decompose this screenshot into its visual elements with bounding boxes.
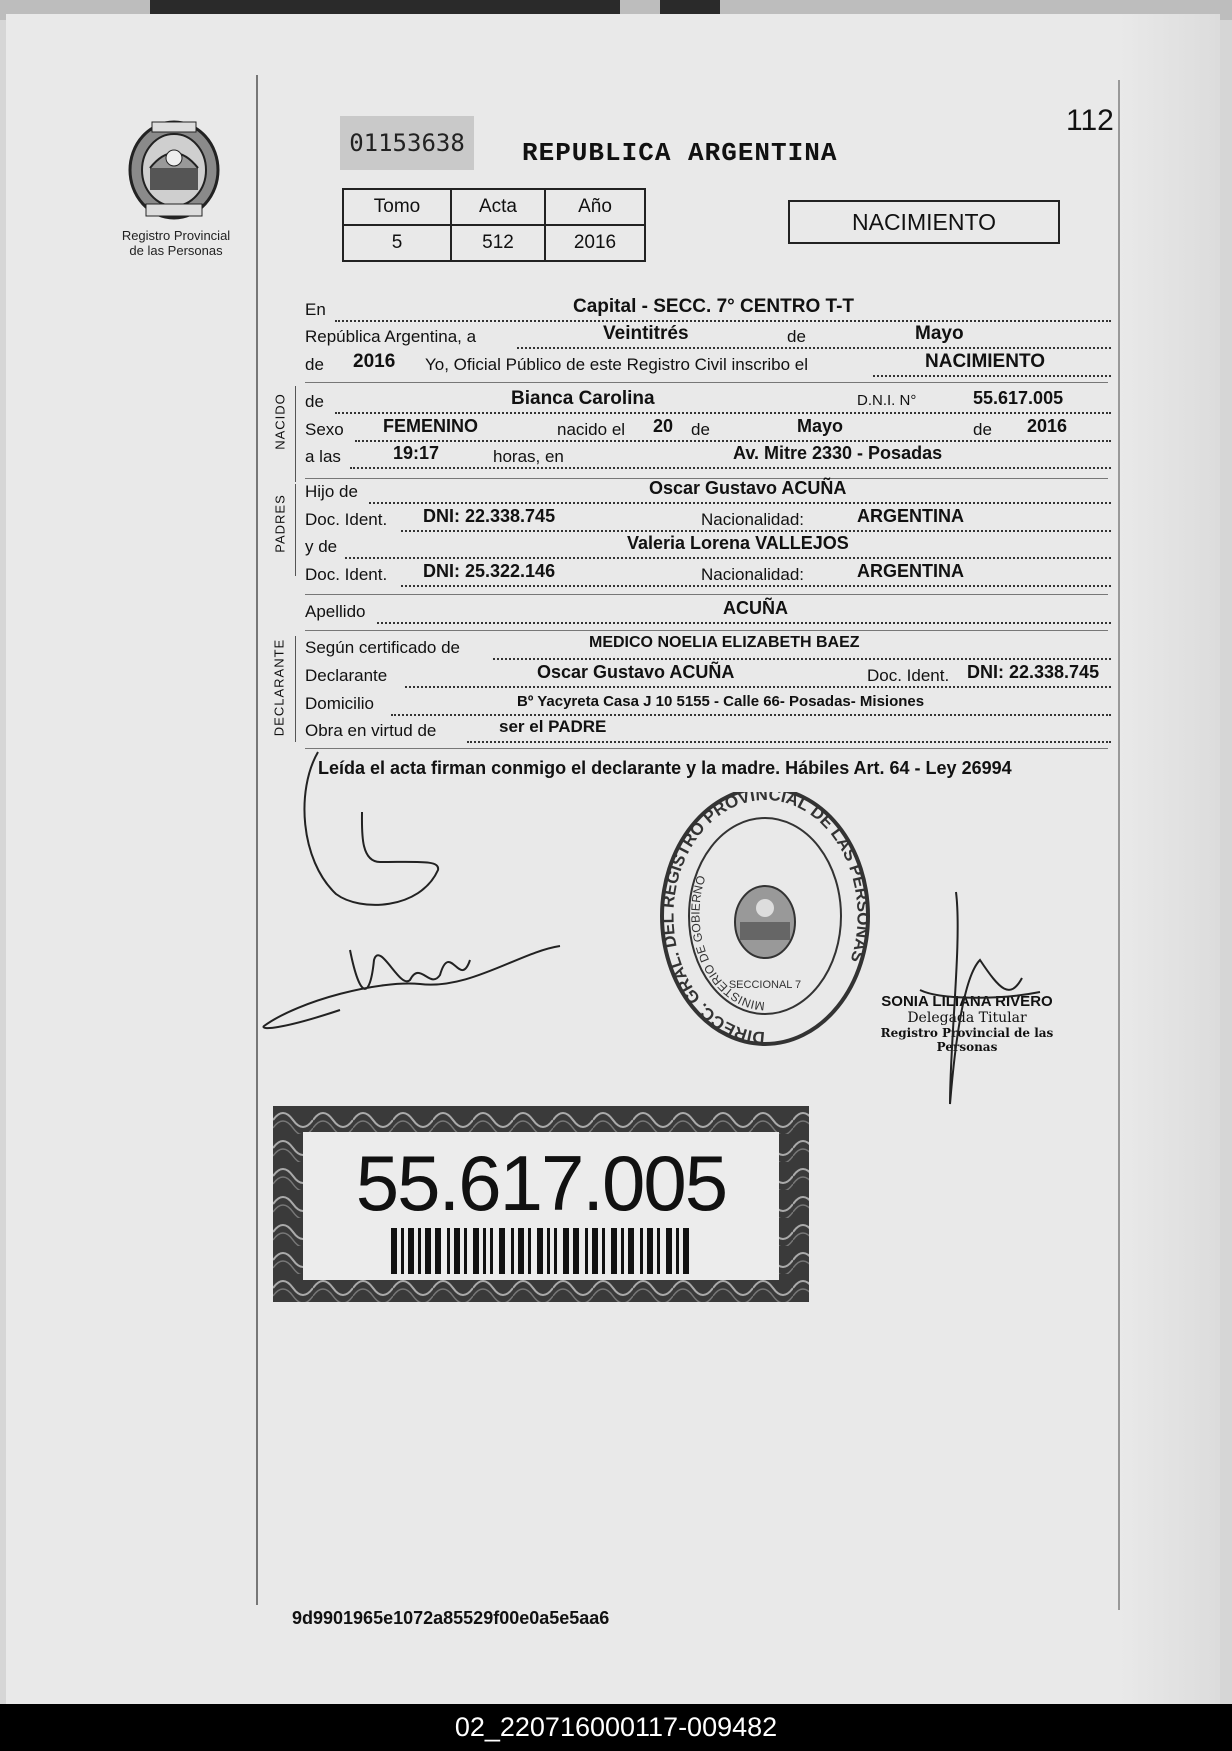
- value-certificado: MEDICO NOELIA ELIZABETH BAEZ: [589, 634, 860, 651]
- line-place: [305, 296, 1122, 324]
- registry-line2: de las Personas: [129, 243, 223, 258]
- label-doc-ident: Doc. Ident.: [305, 565, 388, 584]
- line-obra: [305, 717, 1122, 745]
- table-row: [343, 225, 645, 261]
- section-label-padres: PADRES: [272, 494, 288, 553]
- section-bar: [295, 484, 296, 576]
- stamp-outer-text: DIRECC. GRAL. DEL REGISTRO PROVINCIAL DE LAS PERSONAS: [658, 792, 872, 1048]
- label-de: de: [691, 420, 710, 439]
- line-father-doc: [305, 506, 1122, 534]
- label-doc-ident: Doc. Ident.: [867, 666, 950, 685]
- label-domicilio: Domicilio: [305, 694, 374, 713]
- page-number: 112: [1066, 104, 1114, 137]
- line-hora: [305, 443, 1122, 471]
- line-inscribe: [305, 351, 1122, 379]
- label-y-de: y de: [305, 537, 338, 556]
- line-domicilio: [305, 694, 1122, 718]
- line-father: [305, 478, 1122, 506]
- official-stamp: [658, 792, 872, 1052]
- page-shade: [1120, 14, 1220, 1704]
- signer-block: [852, 993, 1082, 1054]
- label-declarante: Declarante: [305, 666, 388, 685]
- signer-title: Delegada Titular: [907, 1010, 1027, 1026]
- record-table: [342, 188, 646, 262]
- line-name: [305, 388, 1122, 416]
- registry-line1: Registro Provincial: [121, 228, 231, 243]
- value-birth-place: Av. Mitre 2330 - Posadas: [733, 443, 943, 463]
- label-apellido: Apellido: [305, 602, 366, 621]
- dotted-fill: [350, 449, 1111, 469]
- line-mother-doc: [305, 561, 1122, 589]
- table-value-anio: 2016: [545, 225, 645, 261]
- barcode-icon: [391, 1228, 691, 1274]
- value-mother: Valeria Lorena VALLEJOS: [627, 533, 849, 553]
- value-birth-day: 20: [653, 416, 674, 436]
- label-horas-en: horas, en: [493, 447, 564, 466]
- value-obra: ser el PADRE: [499, 717, 607, 736]
- value-sexo: FEMENINO: [383, 416, 479, 436]
- value-mother-doc: DNI: 25.322.146: [423, 561, 556, 581]
- section-bar: [295, 386, 296, 482]
- value-domicilio: Bº Yacyreta Casa J 10 5155 - Calle 66- Posadas- Misiones: [517, 693, 925, 710]
- table-value-tomo: 5: [343, 225, 451, 261]
- section-divider: [305, 594, 1108, 595]
- line-mother: [305, 533, 1122, 561]
- footer-id-bar: [0, 1704, 1232, 1751]
- value-child-name: Bianca Carolina: [511, 388, 655, 409]
- barcode-panel: [303, 1132, 779, 1280]
- value-father-doc: DNI: 22.338.745: [423, 506, 556, 526]
- line-declarante: [305, 662, 1122, 690]
- value-event: NACIMIENTO: [925, 351, 1045, 372]
- label-nacido-el: nacido el: [557, 420, 626, 439]
- table-row: [343, 189, 645, 225]
- value-birth-year: 2016: [1027, 416, 1068, 436]
- document-page: [6, 14, 1220, 1704]
- document-hash: 9d9901965e1072a85529f00e0a5e5aa6: [292, 1608, 610, 1628]
- document-heading: REPUBLICA ARGENTINA: [522, 138, 838, 168]
- line-sexo: [305, 416, 1122, 444]
- value-declarante-doc: DNI: 22.338.745: [967, 662, 1100, 682]
- registry-label: [108, 228, 244, 258]
- closing-note: Leída el acta firman conmigo el declarante y la madre. Hábiles Art. 64 - Ley 26994: [318, 758, 1012, 778]
- line-date: [305, 323, 1122, 351]
- barcode-number: 55.617.005: [355, 1139, 727, 1227]
- footer-id: 02_220716000117-009482: [454, 1712, 778, 1742]
- label-nacionalidad: Nacionalidad:: [701, 565, 805, 584]
- line-certificado: [305, 634, 1122, 662]
- section-divider: [305, 382, 1108, 383]
- stamp-small-text: SECCIONAL 7: [728, 979, 802, 991]
- label-sexo: Sexo: [305, 420, 344, 439]
- table-header-tomo: Tomo: [343, 189, 451, 225]
- inscribe-text: Yo, Oficial Público de este Registro Civil inscribo el: [425, 355, 808, 374]
- label-segun-certificado: Según certificado de: [305, 638, 460, 657]
- signer-name: SONIA LILIANA RIVERO: [881, 993, 1053, 1010]
- label-doc-ident: Doc. Ident.: [305, 510, 388, 529]
- value-birth-month: Mayo: [797, 416, 844, 436]
- value-mother-nat: ARGENTINA: [857, 561, 964, 581]
- section-bar: [295, 636, 296, 742]
- stamp-crest-icon: [735, 886, 795, 958]
- section-divider: [305, 748, 1108, 749]
- provincia-misiones-seal-icon: [124, 118, 224, 224]
- label-de: de: [787, 327, 806, 346]
- section-label-nacido: NACIDO: [272, 393, 288, 450]
- label-de: de: [305, 392, 324, 411]
- line-apellido: [305, 598, 1122, 626]
- record-type-box: NACIMIENTO: [788, 200, 1060, 244]
- serial-number: 01153638: [340, 116, 474, 170]
- label-a-las: a las: [305, 447, 341, 466]
- value-year: 2016: [353, 351, 396, 372]
- table-header-acta: Acta: [451, 189, 545, 225]
- value-declarante: Oscar Gustavo ACUÑA: [537, 662, 735, 682]
- signer-registry: Registro Provincial de las Personas: [880, 1026, 1054, 1054]
- value-month: Mayo: [915, 323, 964, 344]
- value-apellido: ACUÑA: [723, 598, 788, 618]
- value-child-dni: 55.617.005: [973, 388, 1064, 408]
- value-father-nat: ARGENTINA: [857, 506, 964, 526]
- value-place: Capital - SECC. 7° CENTRO T-T: [573, 296, 855, 317]
- stamp-inner-text: MINISTERIO DE GOBIERNO: [688, 873, 766, 1014]
- label-en: En: [305, 300, 326, 319]
- label-hijo-de: Hijo de: [305, 482, 358, 501]
- label-de2: de: [305, 355, 324, 374]
- section-divider: [305, 630, 1108, 631]
- value-father: Oscar Gustavo ACUÑA: [649, 478, 847, 498]
- table-header-anio: Año: [545, 189, 645, 225]
- table-value-acta: 512: [451, 225, 545, 261]
- label-nacionalidad: Nacionalidad:: [701, 510, 805, 529]
- label-de: de: [973, 420, 992, 439]
- label-dni: D.N.I. N°: [857, 392, 917, 409]
- label-obra: Obra en virtud de: [305, 721, 437, 740]
- value-time: 19:17: [393, 443, 440, 463]
- section-label-declarante: DECLARANTE: [271, 638, 287, 737]
- value-day: Veintitrés: [603, 323, 689, 344]
- label-republica: República Argentina, a: [305, 327, 477, 346]
- left-margin-rule: [256, 75, 258, 1605]
- barcode-label: [273, 1106, 809, 1302]
